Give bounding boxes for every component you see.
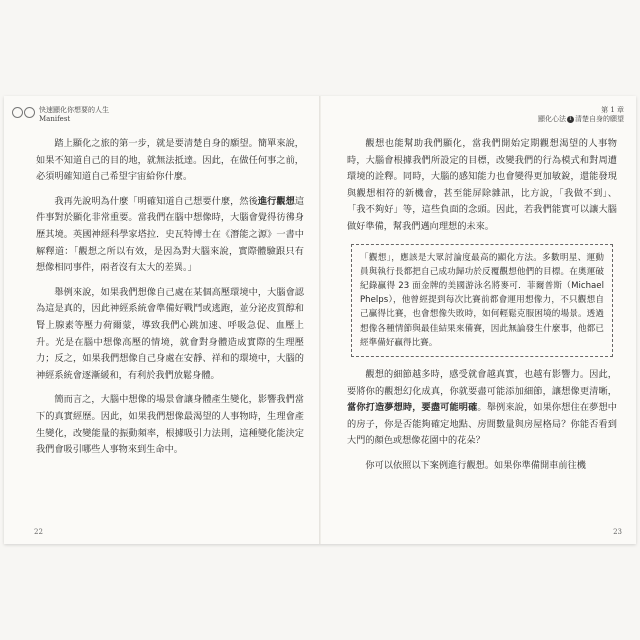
book-spread	[4, 96, 636, 544]
chapter-badge-icon: 1	[568, 115, 573, 122]
right-running-header	[538, 106, 624, 124]
right-body-text	[347, 136, 617, 483]
paragraph: 簡而言之，大腦中想像的場景會讓身體產生變化，影響我們當下的真實經歷。因此，如果我們想像最渴望的人事物時，生理會產生變化，改變能量的振動頻率，根據吸引力法則，這種變化能決定我們會吸引哪些人事物來到生命中。	[36, 394, 304, 456]
left-running-header	[12, 106, 109, 124]
right-page	[321, 96, 636, 544]
book-subtitle: Manifest	[39, 115, 71, 123]
quote-box	[351, 244, 613, 357]
page-number: 22	[34, 528, 43, 536]
paragraph: 你可以依照以下案例進行觀想。如果你準備開車前往機	[365, 459, 586, 471]
rings-logo-icon	[12, 107, 35, 118]
left-page	[4, 96, 319, 544]
section-label: 顯化心法 1 清楚自身的願望	[538, 115, 624, 123]
left-body-text	[36, 136, 304, 467]
bold-phrase: 當你打造夢想時，要盡可能明確	[347, 402, 478, 414]
paragraph: 觀想的細節越多時，感受就會越真實，也越有影響力。因此，要將你的觀想幻化成真，你就要盡可能添加細節，讓想像更清晰，當你打造夢想時，要盡可能明確。舉例來說，如果你想住在夢想中的房子，你是否能夠確定地點、房間數量與房屋格局？你能否看到大門的顏色或想像花園中的花朵？	[347, 368, 617, 447]
paragraph: 觀想也能幫助我們顯化，當我們開始定期觀想渴望的人事物時，大腦會根據我們所設定的目標，改變我們的行為模式和對周遭環境的詮釋。同時，大腦的感知能力也會變得更加敏銳，還能發現與觀想相符的新機會，甚至能屏除雜訊，比方說，「我做不到」、「我不夠好」等，這些負面的念頭。因此，若我們能實可以讓大腦做好準備，幫我們邁向理想的未來。	[347, 138, 617, 232]
quote-text: 「觀想」，應該是大眾討論度最高的顯化方法。多數明星、運動員與執行長都把自己成功歸功於反覆觀想他們的目標。在奧運破紀錄贏得 23 面金牌的美國游泳名將麥可．菲爾普斯（Michael Phelps），他曾經提到每次比賽前都會運用想像力，不只觀想自己贏得比賽，也會想像失敗時，如何輕鬆克服困境的場景。透過想像各種情節與最佳結果來備賽，因此無論發生什麼事，他都已經準備好贏得比賽。	[360, 252, 604, 348]
paragraph: 舉例來說，如果我們想像自己處在某個高壓環境中，大腦會認為這是真的，因此神經系統會準備好戰鬥或逃跑，並分泌皮質醇和腎上腺素等壓力荷爾蒙，導致我們心跳加速、呼吸急促、血壓上升。光是在腦中想像高壓的情境，就會對身體造成實際的生理壓力；反之，如果我們想像自己身處在安靜、祥和的環境中，大腦的神經系統會逐漸緩和，有利於我們放鬆身體。	[36, 286, 304, 381]
paragraph: 踏上顯化之旅的第一步，就是要清楚自身的願望。簡單來說，如果不知道自己的目的地，就無法抵達。因此，在做任何事之前，必須明確知道自己希望宇宙給你什麼。	[36, 138, 304, 183]
page-number: 23	[613, 528, 622, 536]
bold-phrase: 進行觀想	[257, 195, 295, 207]
paragraph: 我再先說明為什麼「明確知道自己想要什麼，然後進行觀想這件事對於顯化非常重要。當我們在腦中想像時，大腦會覺得彷彿身歷其境。英國神經科學家塔拉．史瓦特博士在《潛能之源》一書中解釋道：「觀想之所以有效，是因為對大腦來說，實際體驗跟只有想像相同事件，兩者沒有太大的差異。」	[36, 195, 305, 274]
book-title: 快速顯化你想要的人生	[39, 106, 109, 114]
chapter-label: 第 1 章	[601, 106, 624, 114]
